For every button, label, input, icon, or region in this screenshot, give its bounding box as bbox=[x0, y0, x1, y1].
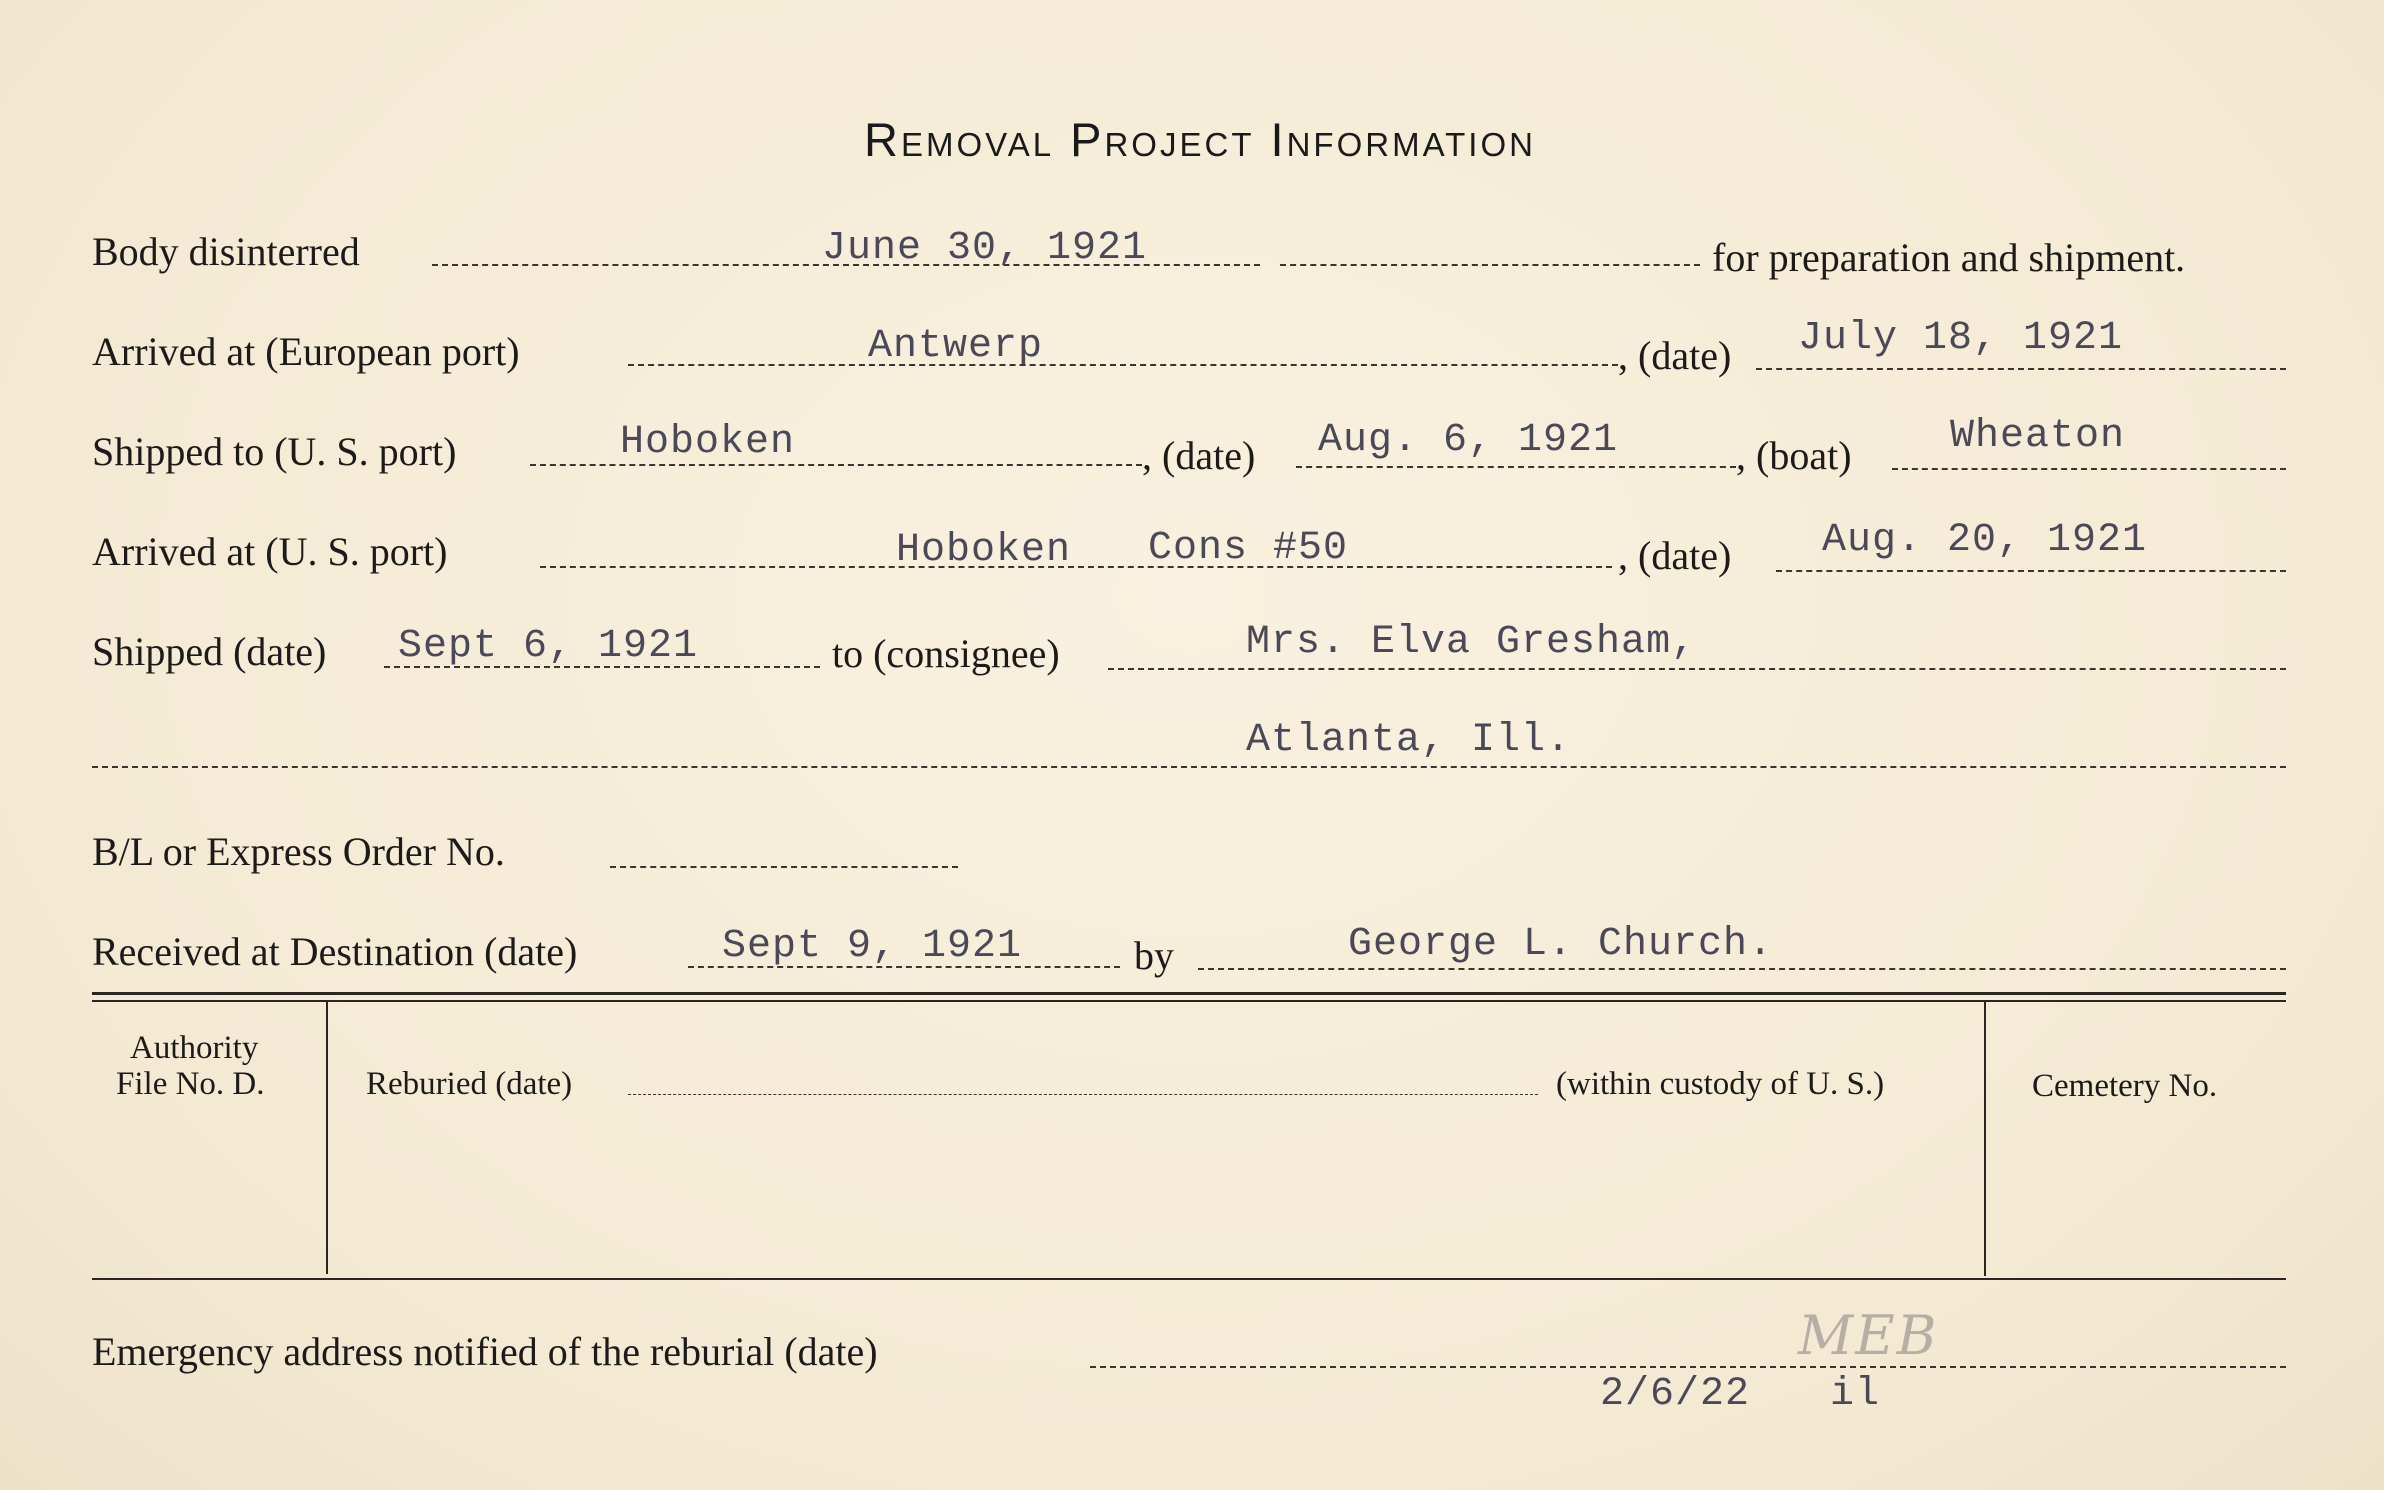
consignee-value: Mrs. Elva Gresham, bbox=[1246, 620, 1697, 665]
arrived-us-value-2: Cons #50 bbox=[1148, 526, 1349, 571]
pencil-initials: MEB bbox=[1798, 1304, 1939, 1367]
european-port-label: Arrived at (European port) bbox=[92, 329, 520, 374]
authority-label: Authority bbox=[130, 1030, 259, 1066]
emergency-date: 2/6/22 bbox=[1600, 1372, 1751, 1417]
disinterred-value: June 30, 1921 bbox=[822, 226, 1148, 271]
european-port-date: July 18, 1921 bbox=[1798, 316, 2124, 361]
shipped-us-date: Aug. 6, 1921 bbox=[1318, 418, 1619, 463]
consignee-line bbox=[1108, 668, 2286, 670]
reburied-line bbox=[628, 1094, 1538, 1095]
reburied-label: Reburied (date) bbox=[366, 1066, 573, 1102]
bl-label: B/L or Express Order No. bbox=[92, 829, 505, 874]
boat-value: Wheaton bbox=[1950, 414, 2126, 459]
consignee-address: Atlanta, Ill. bbox=[1246, 718, 1572, 763]
custody-label: (within custody of U. S.) bbox=[1556, 1066, 1885, 1102]
received-label: Received at Destination (date) bbox=[92, 929, 578, 974]
box-top-rule-2 bbox=[92, 1000, 2286, 1002]
disinterred-label: Body disinterred bbox=[92, 229, 360, 274]
received-by-label: by bbox=[1134, 933, 1174, 978]
boat-label: , (boat) bbox=[1736, 433, 1852, 478]
shipped-us-label: Shipped to (U. S. port) bbox=[92, 429, 457, 474]
disinterred-line-2 bbox=[1280, 264, 1700, 266]
file-no-label: File No. D. bbox=[116, 1066, 265, 1102]
arrived-us-line bbox=[540, 566, 1612, 568]
box-bottom-rule bbox=[92, 1278, 2286, 1280]
arrived-us-date-line bbox=[1776, 570, 2286, 572]
arrived-us-value: Hoboken bbox=[896, 528, 1072, 573]
address-line bbox=[92, 766, 2286, 768]
boat-line bbox=[1892, 468, 2286, 470]
emergency-label: Emergency address notified of the reburial (date) bbox=[92, 1329, 878, 1374]
received-date: Sept 9, 1921 bbox=[722, 924, 1023, 969]
arrived-us-label: Arrived at (U. S. port) bbox=[92, 529, 448, 574]
bl-line bbox=[610, 866, 958, 868]
emergency-initials: il bbox=[1830, 1372, 1881, 1417]
shipped-date-label: Shipped (date) bbox=[92, 629, 327, 674]
received-by-line bbox=[1198, 968, 2286, 970]
shipped-us-date-line bbox=[1296, 466, 1736, 468]
european-port-date-label: , (date) bbox=[1618, 333, 1732, 378]
shipped-date-value: Sept 6, 1921 bbox=[398, 624, 699, 669]
box-divider-left bbox=[326, 1002, 328, 1274]
european-port-value: Antwerp bbox=[868, 324, 1044, 369]
consignee-label: to (consignee) bbox=[832, 631, 1060, 676]
arrived-us-date: Aug. 20, 1921 bbox=[1822, 518, 2148, 563]
emergency-line bbox=[1090, 1366, 2286, 1368]
disinterred-suffix: for preparation and shipment. bbox=[1712, 235, 2186, 280]
european-port-date-line bbox=[1756, 368, 2286, 370]
cemetery-label: Cemetery No. bbox=[2032, 1068, 2218, 1104]
shipped-us-value: Hoboken bbox=[620, 420, 796, 465]
box-divider-right bbox=[1984, 1002, 1986, 1276]
european-port-line bbox=[628, 364, 1618, 366]
arrived-us-date-label: , (date) bbox=[1618, 533, 1732, 578]
card-title: Removal Project Information bbox=[864, 113, 1536, 166]
received-by-value: George L. Church. bbox=[1348, 922, 1774, 967]
shipped-us-date-label: , (date) bbox=[1142, 433, 1256, 478]
box-top-rule bbox=[92, 992, 2286, 995]
